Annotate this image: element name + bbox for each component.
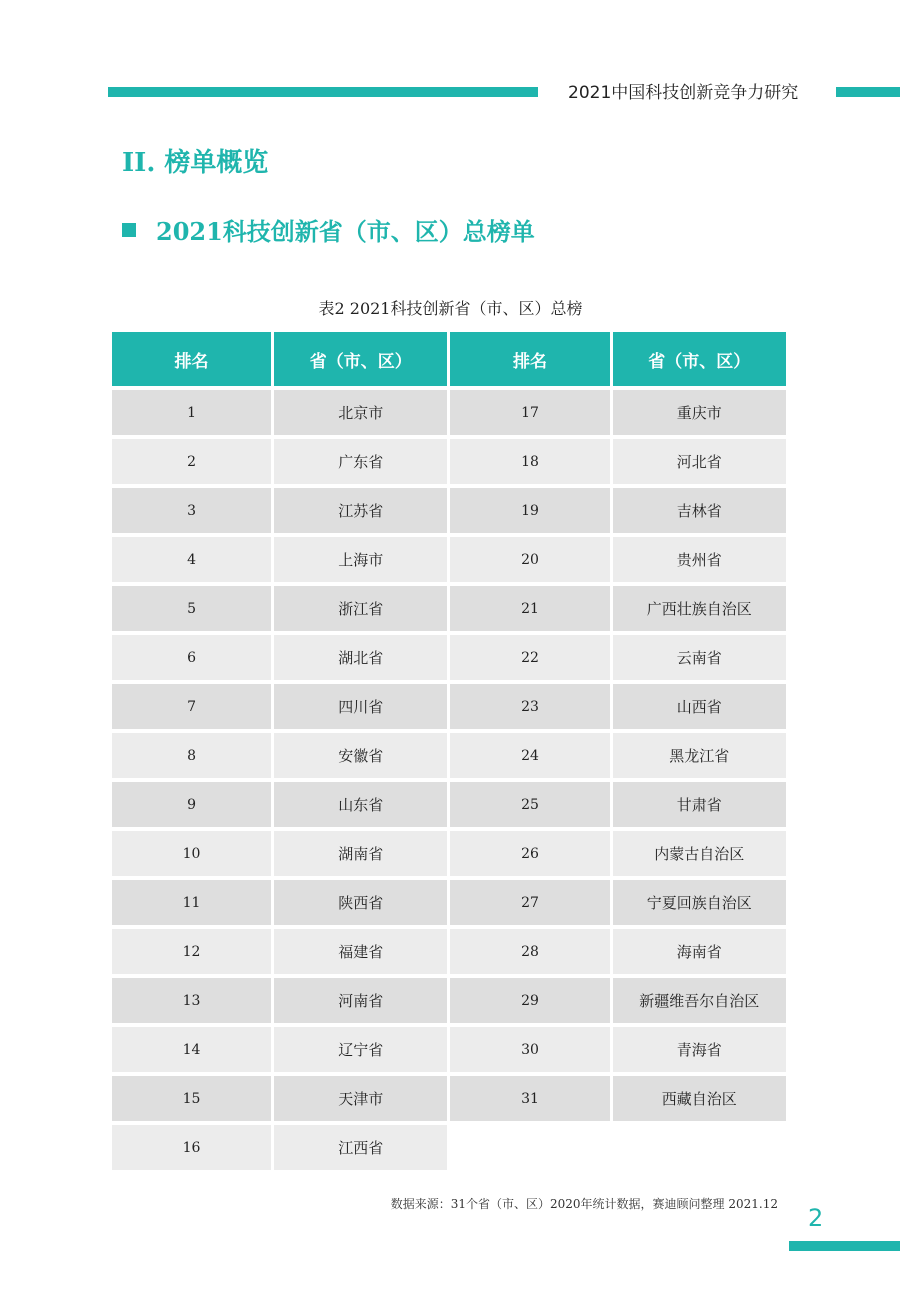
- region-cell: 天津市: [274, 1076, 450, 1125]
- region-cell: 河南省: [274, 978, 450, 1027]
- table-row: [112, 929, 789, 978]
- empty-cell: [613, 1125, 789, 1174]
- region-cell: 新疆维吾尔自治区: [613, 978, 789, 1027]
- table-row: [112, 1027, 789, 1076]
- header-accent-bar-left: [108, 87, 538, 97]
- region-cell: 江苏省: [274, 488, 450, 537]
- region-cell: 青海省: [613, 1027, 789, 1076]
- table-caption: 表2 2021科技创新省（市、区）总榜: [318, 299, 583, 318]
- table-row: [112, 782, 789, 831]
- region-cell: 四川省: [274, 684, 450, 733]
- table-row: [112, 1125, 789, 1174]
- table-row: [112, 684, 789, 733]
- region-cell: 贵州省: [613, 537, 789, 586]
- rank-cell: 12: [112, 929, 274, 978]
- region-cell: 河北省: [613, 439, 789, 488]
- region-cell: 甘肃省: [613, 782, 789, 831]
- ranking-table: [112, 332, 789, 1174]
- sub-heading-text: 2021科技创新省（市、区）总榜单: [156, 217, 535, 246]
- table-row: [112, 1076, 789, 1125]
- rank-cell: 7: [112, 684, 274, 733]
- header-title: 2021中国科技创新竞争力研究: [568, 83, 799, 103]
- region-cell: 广西壮族自治区: [613, 586, 789, 635]
- table-row: [112, 439, 789, 488]
- region-cell: 宁夏回族自治区: [613, 880, 789, 929]
- rank-cell: 28: [450, 929, 612, 978]
- rank-cell: 16: [112, 1125, 274, 1174]
- rank-cell: 31: [450, 1076, 612, 1125]
- table-row: [112, 978, 789, 1027]
- header-rank-left: 排名: [112, 332, 274, 390]
- region-cell: 山西省: [613, 684, 789, 733]
- rank-cell: 18: [450, 439, 612, 488]
- header-accent-bar-right: [836, 87, 900, 97]
- region-cell: 西藏自治区: [613, 1076, 789, 1125]
- rank-cell: 14: [112, 1027, 274, 1076]
- region-cell: 云南省: [613, 635, 789, 684]
- rank-cell: 11: [112, 880, 274, 929]
- empty-cell: [450, 1125, 612, 1174]
- table-row: [112, 537, 789, 586]
- region-cell: 陕西省: [274, 880, 450, 929]
- header-region-right: 省（市、区）: [613, 332, 789, 390]
- region-cell: 内蒙古自治区: [613, 831, 789, 880]
- rank-cell: 20: [450, 537, 612, 586]
- rank-cell: 29: [450, 978, 612, 1027]
- rank-cell: 22: [450, 635, 612, 684]
- rank-cell: 23: [450, 684, 612, 733]
- region-cell: 辽宁省: [274, 1027, 450, 1076]
- rank-cell: 21: [450, 586, 612, 635]
- table-row: [112, 635, 789, 684]
- table-row: [112, 586, 789, 635]
- rank-cell: 4: [112, 537, 274, 586]
- rank-cell: 13: [112, 978, 274, 1027]
- region-cell: 湖北省: [274, 635, 450, 684]
- header-rank-right: 排名: [450, 332, 612, 390]
- table-row: [112, 488, 789, 537]
- table-row: [112, 390, 789, 439]
- rank-cell: 5: [112, 586, 274, 635]
- region-cell: 重庆市: [613, 390, 789, 439]
- region-cell: 海南省: [613, 929, 789, 978]
- rank-cell: 6: [112, 635, 274, 684]
- region-cell: 广东省: [274, 439, 450, 488]
- sub-heading: [122, 212, 535, 247]
- region-cell: 江西省: [274, 1125, 450, 1174]
- rank-cell: 24: [450, 733, 612, 782]
- region-cell: 黑龙江省: [613, 733, 789, 782]
- square-bullet-icon: [122, 223, 136, 237]
- rank-cell: 2: [112, 439, 274, 488]
- region-cell: 上海市: [274, 537, 450, 586]
- table-row: [112, 831, 789, 880]
- header-region-left: 省（市、区）: [274, 332, 450, 390]
- rank-cell: 3: [112, 488, 274, 537]
- rank-cell: 26: [450, 831, 612, 880]
- region-cell: 浙江省: [274, 586, 450, 635]
- rank-cell: 8: [112, 733, 274, 782]
- rank-cell: 17: [450, 390, 612, 439]
- section-heading: II. 榜单概览: [122, 148, 269, 178]
- page-number: 2: [808, 1204, 824, 1232]
- region-cell: 吉林省: [613, 488, 789, 537]
- rank-cell: 30: [450, 1027, 612, 1076]
- footer-accent-bar: [789, 1241, 900, 1251]
- source-note: 数据来源：31个省（市、区）2020年统计数据，赛迪顾问整理 2021.12: [390, 1197, 778, 1211]
- rank-cell: 25: [450, 782, 612, 831]
- rank-cell: 10: [112, 831, 274, 880]
- rank-cell: 27: [450, 880, 612, 929]
- rank-cell: 9: [112, 782, 274, 831]
- table-row: [112, 733, 789, 782]
- region-cell: 福建省: [274, 929, 450, 978]
- table-header-row: [112, 332, 789, 390]
- region-cell: 湖南省: [274, 831, 450, 880]
- region-cell: 安徽省: [274, 733, 450, 782]
- region-cell: 山东省: [274, 782, 450, 831]
- rank-cell: 1: [112, 390, 274, 439]
- rank-cell: 19: [450, 488, 612, 537]
- table-row: [112, 880, 789, 929]
- region-cell: 北京市: [274, 390, 450, 439]
- rank-cell: 15: [112, 1076, 274, 1125]
